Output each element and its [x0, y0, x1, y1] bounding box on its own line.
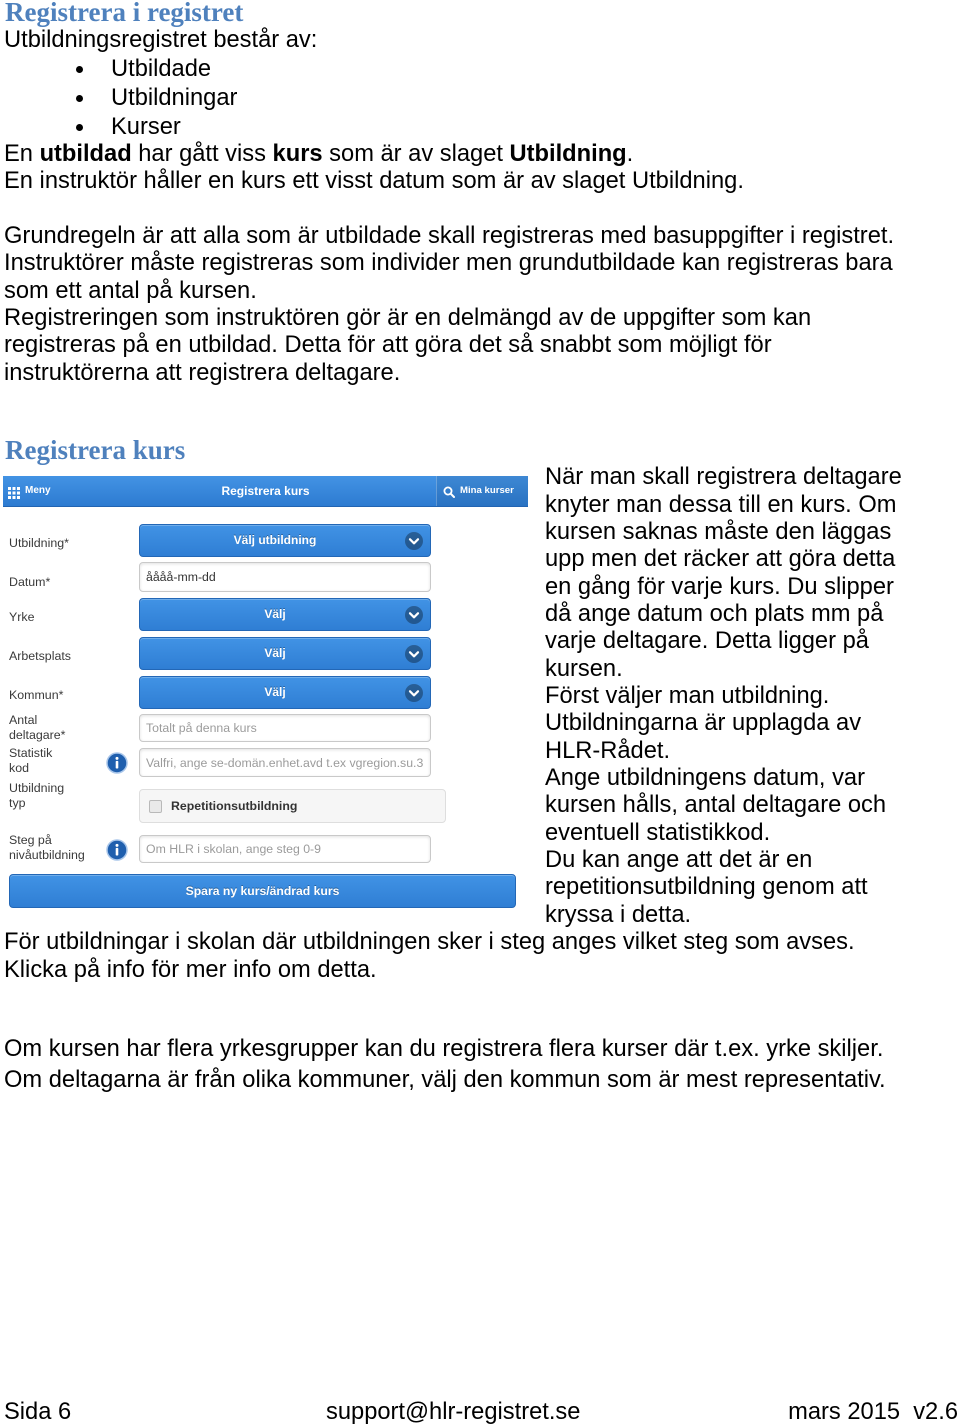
- instructor-line: En instruktör håller en kurs ett visst datum som är av slaget Utbildning.: [4, 167, 744, 194]
- label-antal-deltagare: Antal deltagare*: [9, 712, 66, 742]
- side-text-line: eventuell statistikkod.: [545, 819, 771, 846]
- app-topbar: [3, 476, 528, 507]
- body-text-line: Registreringen som instruktören gör är en delmängd av de uppgifter som kan: [4, 304, 812, 331]
- save-course-button[interactable]: Spara ny kurs/ändrad kurs: [9, 874, 516, 908]
- repetition-label: Repetitionsutbildning: [171, 799, 298, 813]
- side-text-line: en gång för varje kurs. Du slipper: [545, 573, 894, 600]
- label-yrke: Yrke: [9, 609, 35, 624]
- menu-label: Meny: [25, 485, 51, 496]
- label-utbildning: Utbildning*: [9, 535, 69, 550]
- body-text-line: som ett antal på kursen.: [4, 277, 257, 304]
- side-text-line: då ange datum och plats mm på: [545, 601, 884, 628]
- definition-term-kurs: kurs: [272, 140, 323, 167]
- bullet-icon: [76, 95, 83, 102]
- body-text-line: Instruktörer måste registreras som individer men grundutbildade kan registreras bara: [4, 250, 893, 277]
- side-text-line: HLR-Rådet.: [545, 737, 671, 764]
- side-text-line: Utbildningarna är upplagda av: [545, 710, 862, 737]
- body-text-line: instruktörerna att registrera deltagare.: [4, 359, 401, 386]
- note-line: Om deltagarna är från olika kommuner, välj den kommun som är mest representativ.: [4, 1066, 886, 1093]
- side-text-line: När man skall registrera deltagare: [545, 464, 902, 491]
- definition-paragraph: [4, 141, 744, 196]
- section-heading-register: Registrera i registret: [5, 0, 244, 27]
- intro-text: Utbildningsregistret består av:: [4, 27, 318, 53]
- chevron-down-icon: [405, 645, 423, 663]
- steg-input[interactable]: [139, 835, 431, 863]
- chevron-down-icon: [405, 684, 423, 702]
- bullet-icon: [76, 124, 83, 131]
- label-datum: Datum*: [9, 574, 51, 589]
- kommun-select[interactable]: [139, 676, 431, 709]
- yrke-select-value: Välj: [264, 607, 286, 621]
- definition-term-utbildning: Utbildning: [509, 140, 627, 167]
- footer-version: mars 2015 v2.6: [788, 1399, 958, 1426]
- label-kommun: Kommun*: [9, 687, 64, 702]
- side-text-line: repetitionsutbildning genom att: [545, 874, 868, 901]
- definition-term-utbildad: utbildad: [39, 140, 132, 167]
- repetition-checkbox[interactable]: [149, 800, 162, 813]
- definition-line: [4, 141, 744, 168]
- my-courses-button[interactable]: [436, 476, 528, 506]
- side-text-line: Du kan ange att det är en: [545, 847, 813, 874]
- section-heading-course: Registrera kurs: [5, 435, 186, 465]
- list-item-label: Kurser: [111, 114, 181, 140]
- course-explanation: [545, 464, 902, 929]
- definition-text: som är av slaget: [322, 140, 510, 167]
- list-item: [0, 113, 400, 142]
- chevron-down-icon: [405, 606, 423, 624]
- list-item-label: Utbildade: [111, 56, 212, 82]
- side-text-line: varje deltagare. Detta ligger på: [545, 628, 869, 655]
- footer-page-number: Sida 6: [4, 1399, 72, 1426]
- list-item: [0, 84, 400, 113]
- arbetsplats-select-value: Välj: [264, 646, 286, 660]
- school-steps-paragraph: [4, 929, 855, 984]
- utbildning-select-value: Välj utbildning: [233, 533, 317, 547]
- side-text-line: Ange utbildningens datum, var: [545, 765, 865, 792]
- note-line: Om kursen har flera yrkesgrupper kan du registrera flera kurser där t.ex. yrke skiljer.: [4, 1035, 884, 1062]
- my-courses-label: Mina kurser: [460, 485, 514, 496]
- bullet-icon: [76, 66, 83, 73]
- chevron-down-icon: [405, 532, 423, 550]
- side-text-line: upp men det räcker att göra detta: [545, 546, 896, 573]
- registry-component-list: [0, 55, 400, 142]
- antal-deltagare-input[interactable]: [139, 714, 431, 742]
- body-text-line: registreras på en utbildad. Detta för att göra det så snabbt som möjligt för: [4, 332, 772, 359]
- label-utbildning-typ: Utbildning typ: [9, 780, 65, 810]
- label-arbetsplats: Arbetsplats: [9, 648, 71, 663]
- yrke-select[interactable]: [139, 598, 431, 631]
- info-icon[interactable]: [106, 752, 128, 774]
- app-title: Registrera kurs: [221, 484, 310, 498]
- label-steg: Steg på nivåutbildning: [9, 832, 85, 862]
- info-icon[interactable]: [106, 839, 128, 861]
- course-notes: [4, 1034, 886, 1096]
- label-statistik-kod: Statistik kod: [9, 745, 53, 775]
- side-text-line: kursen.: [545, 655, 623, 682]
- side-text-line: Först väljer man utbildning.: [545, 683, 830, 710]
- body-text-line: Klicka på info för mer info om detta.: [4, 956, 377, 983]
- side-text-line: kryssa i detta.: [545, 901, 692, 928]
- body-text-line: För utbildningar i skolan där utbildningen sker i steg anges vilket steg som avses.: [4, 929, 855, 956]
- repetition-checkbox-row[interactable]: [139, 789, 446, 823]
- definition-text: har gått viss: [131, 140, 273, 167]
- search-icon: [443, 485, 455, 497]
- rules-paragraphs: [4, 223, 894, 387]
- side-text-line: kursen hålls, antal deltagare och: [545, 792, 887, 819]
- body-text-line: Grundregeln är att alla som är utbildade skall registreras med basuppgifter i registret.: [4, 222, 895, 249]
- register-course-screenshot: [3, 476, 528, 910]
- side-text-line: knyter man dessa till en kurs. Om: [545, 491, 897, 518]
- datum-input[interactable]: [139, 562, 431, 592]
- utbildning-select[interactable]: [139, 524, 431, 557]
- statistik-kod-input[interactable]: [139, 748, 431, 777]
- list-item-label: Utbildningar: [111, 85, 238, 111]
- definition-text: .: [626, 140, 634, 167]
- list-item: [0, 55, 400, 84]
- footer-email: support@hlr-registret.se: [326, 1399, 581, 1426]
- kommun-select-value: Välj: [264, 685, 286, 699]
- arbetsplats-select[interactable]: [139, 637, 431, 670]
- side-text-line: kursen saknas måste den läggas: [545, 518, 892, 545]
- definition-text: En: [4, 140, 40, 167]
